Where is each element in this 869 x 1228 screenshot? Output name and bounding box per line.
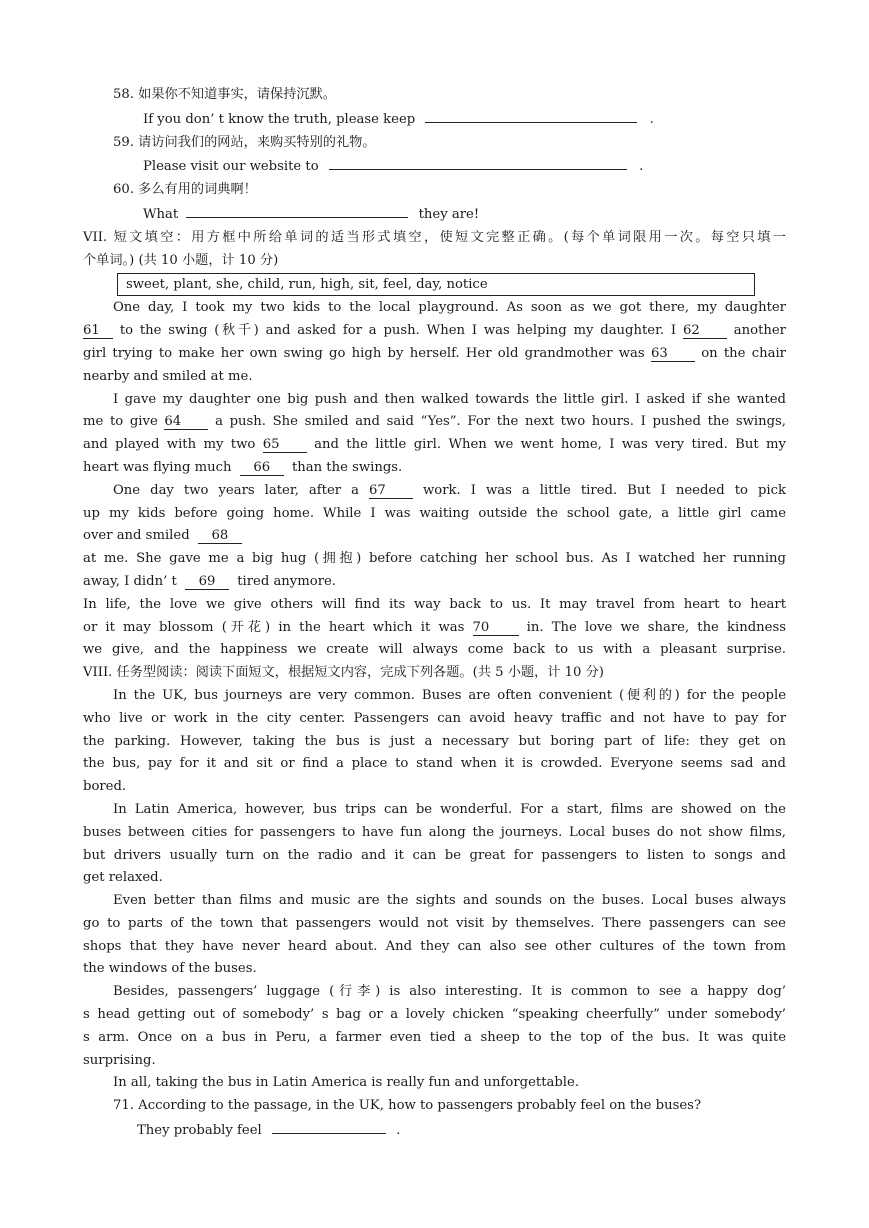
q58-end: .: [649, 111, 654, 127]
p3-line-5-text: away, I didn’ t: [83, 573, 177, 589]
blank-69[interactable]: 69: [185, 574, 229, 590]
blank-64[interactable]: 64: [164, 414, 208, 430]
q71-answer-line: [83, 1118, 786, 1143]
p4-line-3: we give, and the happiness we create will always come back to us with a pleasant surprise.: [83, 642, 786, 658]
q59-answer-blank[interactable]: [329, 154, 627, 170]
section-8-heading: VIII. 任务型阅读：阅读下面短文，根据短文内容，完成下列各题。(共 5 小题，计 10 分): [83, 665, 604, 681]
blank-66[interactable]: 66: [240, 460, 284, 476]
passage-line: surprising.: [83, 1052, 156, 1068]
p3-line-5: [83, 571, 786, 594]
passage-line: go to parts of the town that passengers would not visit by themselves. There passengers can see: [83, 915, 786, 931]
q58-prompt: 58. 如果你不知道事实，请保持沉默。: [113, 87, 336, 102]
q71-answer-text: They probably feel: [137, 1123, 262, 1139]
passage-line: s head getting out of somebody’ s bag or a lovely chicken “speaking cheerfully” under somebody’: [83, 1007, 786, 1023]
passage-line: In all, taking the bus in Latin America is really fun and unforgettable.: [113, 1075, 580, 1091]
document-page: [83, 84, 786, 1143]
q59-prompt: 59. 请访问我们的网站，来购买特别的礼物。: [113, 134, 376, 150]
p1-line-3-tail: on the chair: [701, 345, 786, 361]
p1-line-2-tail: another: [733, 323, 786, 339]
p2-line-4: [83, 457, 786, 480]
p3-line-4: at me. She gave me a big hug (拥抱) before catching her school bus. As I watched her running: [83, 551, 786, 567]
section-7-heading-cont: 个单词。) (共 10 小题，计 10 分): [83, 252, 279, 268]
blank-63[interactable]: 63: [651, 346, 695, 362]
p4-line-2-text: or it may blossom (开花) in the heart which it was: [83, 619, 465, 635]
p2-line-2: [83, 411, 786, 434]
p1-line-3-text: girl trying to make her own swing go high by herself. Her old grandmother was: [83, 345, 645, 361]
q71-answer-blank[interactable]: [272, 1118, 386, 1134]
p2-line-3-tail: and the little girl. When we went home, I was very tired. But my: [314, 437, 786, 453]
passage-line: buses between cities for passengers to have fun along the journeys. Local buses do not show films,: [83, 824, 786, 840]
passage-line: the bus, pay for it and sit or find a place to stand when it is crowded. Everyone seems sad and: [83, 756, 786, 772]
p2-line-2-tail: a push. She smiled and said “Yes”. For the next two hours. I pushed the swings,: [215, 414, 786, 430]
blank-62[interactable]: 62: [683, 323, 727, 339]
passage-line: get relaxed.: [83, 870, 163, 886]
p4-line-2: [83, 617, 786, 640]
p3-line-5-tail: tired anymore.: [237, 573, 336, 589]
p3-line-3-text: over and smiled: [83, 528, 190, 544]
p2-line-3-text: and played with my two: [83, 437, 256, 453]
blank-67[interactable]: 67: [369, 483, 413, 499]
q59-sentence: [83, 154, 786, 179]
q58-text: If you don’ t know the truth, please keep: [143, 111, 416, 127]
q59-text: Please visit our website to: [143, 159, 319, 175]
p1-line-3: [83, 343, 786, 366]
passage-line: bored.: [83, 779, 127, 795]
p1-line-1: One day, I took my two kids to the local playground. As soon as we got there, my daughter: [113, 300, 786, 316]
q71-prompt: 71. According to the passage, in the UK, how to passengers probably feel on the buses?: [113, 1098, 702, 1114]
q60-sentence: [83, 202, 786, 227]
blank-70[interactable]: 70: [473, 620, 519, 636]
p3-line-3: [83, 525, 786, 548]
q58-answer-blank[interactable]: [425, 107, 637, 123]
p4-line-2-tail: in. The love we share, the kindness: [526, 619, 786, 635]
p1-line-2-text: to the swing (秋千) and asked for a push. When I was helping my daughter. I: [119, 323, 677, 339]
blank-61[interactable]: 61: [83, 323, 113, 339]
p4-line-1: In life, the love we give others will find its way back to us. It may travel from heart to heart: [83, 596, 786, 612]
q60-prompt: 60. 多么有用的词典啊！: [113, 182, 257, 198]
q59-end: .: [639, 159, 644, 175]
p3-line-1-text: One day two years later, after a: [113, 482, 359, 498]
passage-line: but drivers usually turn on the radio and it can be great for passengers to listen to songs and: [83, 847, 786, 863]
passage-line: In the UK, bus journeys are very common. Buses are often convenient (便利的) for the people: [113, 687, 786, 703]
passage-line: Besides, passengers’ luggage (行李) is also interesting. It is common to see a happy dog’: [113, 984, 786, 1000]
passage-line: shops that they have never heard about. And they can also see other cultures of the town from: [83, 938, 786, 954]
p2-line-1: I gave my daughter one big push and then walked towards the little girl. I asked if she wanted: [113, 391, 786, 407]
q58-sentence: [83, 107, 786, 132]
passage-line: the parking. However, taking the bus is just a necessary but boring part of life: they get on: [83, 733, 786, 749]
p3-line-1-tail: work. I was a little tired. But I needed to pick: [423, 482, 786, 498]
p2-line-3: [83, 434, 786, 457]
q60-text: What: [143, 206, 179, 222]
blank-65[interactable]: 65: [263, 437, 307, 453]
p2-line-2-text: me to give: [83, 414, 158, 430]
section-8-passage: [83, 685, 786, 1095]
passage-line: the windows of the buses.: [83, 961, 257, 977]
p3-line-2: up my kids before going home. While I was waiting outside the school gate, a little girl came: [83, 505, 786, 521]
q71-end: .: [396, 1123, 401, 1139]
blank-68[interactable]: 68: [198, 528, 242, 544]
q60-answer-blank[interactable]: [186, 202, 408, 218]
p3-line-1: [83, 480, 786, 503]
p2-line-4-tail: than the swings.: [291, 459, 403, 475]
passage-line: who live or work in the city center. Passengers can avoid heavy traffic and not have to pay for: [83, 710, 786, 726]
passage-line: s arm. Once on a bus in Peru, a farmer even tied a sheep to the top of the bus. It was quite: [83, 1029, 786, 1045]
p2-line-4-text: heart was flying much: [83, 459, 232, 475]
p1-line-2: [83, 320, 786, 343]
p1-line-4: nearby and smiled at me.: [83, 368, 253, 384]
section-7-heading: VII. 短文填空：用方框中所给单词的适当形式填空，使短文完整正确。(每个单词限用一次。每空只填一: [83, 229, 786, 245]
passage-line: Even better than films and music are the sights and sounds on the buses. Local buses always: [113, 893, 786, 909]
passage-line: In Latin America, however, bus trips can be wonderful. For a start, films are showed on the: [113, 801, 786, 817]
q60-end: they are!: [418, 206, 480, 222]
word-bank-box: sweet, plant, she, child, run, high, sit, feel, day, notice: [117, 273, 755, 296]
